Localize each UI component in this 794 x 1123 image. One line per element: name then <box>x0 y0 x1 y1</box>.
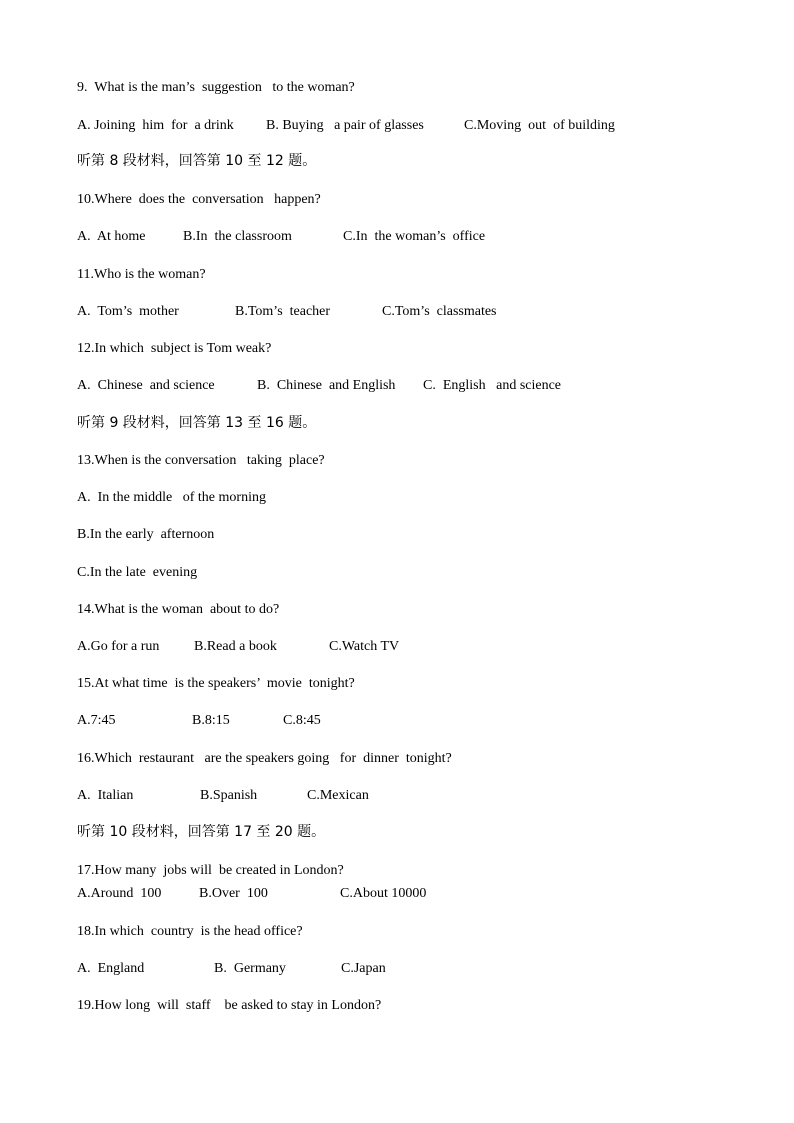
question-9: 9. What is the man’s suggestion to the woman? <box>77 80 355 95</box>
question-13-option-b: B.In the early afternoon <box>77 527 215 542</box>
question-14-option-c: C.Watch TV <box>329 639 400 654</box>
question-10-option-c: C.In the woman’s office <box>343 229 486 244</box>
question-18-option-c: C.Japan <box>341 961 386 976</box>
question-10-option-a: A. At home <box>77 229 146 244</box>
question-11-option-b: B.Tom’s teacher <box>235 304 331 319</box>
question-16-option-b: B.Spanish <box>200 788 258 803</box>
question-12-option-b: B. Chinese and English <box>257 378 396 393</box>
question-10-option-b: B.In the classroom <box>183 229 292 244</box>
question-19: 19.How long will staff be asked to stay in London? <box>77 998 382 1013</box>
question-14: 14.What is the woman about to do? <box>77 602 280 617</box>
question-11-option-c: C.Tom’s classmates <box>382 304 497 319</box>
question-11-option-a: A. Tom’s mother <box>77 304 179 319</box>
question-17-option-a: A.Around 100 <box>77 886 162 901</box>
question-13-option-a: A. In the middle of the morning <box>77 490 266 505</box>
question-14-option-b: B.Read a book <box>194 639 277 654</box>
section-heading-10: 听第 10 段材料，回答第 17 至 20 题。 <box>77 824 326 840</box>
question-9-option-c: C.Moving out of building <box>464 118 615 133</box>
section-heading-9: 听第 9 段材料，回答第 13 至 16 题。 <box>77 415 317 431</box>
question-18-option-b: B. Germany <box>214 961 286 976</box>
question-16-option-c: C.Mexican <box>307 788 369 803</box>
question-15: 15.At what time is the speakers’ movie tonight? <box>77 676 355 691</box>
question-12-option-c: C. English and science <box>423 378 562 393</box>
question-15-option-c: C.8:45 <box>283 713 321 728</box>
question-9-option-b: B. Buying a pair of glasses <box>266 118 424 133</box>
question-17-option-b: B.Over 100 <box>199 886 268 901</box>
question-12-option-a: A. Chinese and science <box>77 378 215 393</box>
question-16-option-a: A. Italian <box>77 788 134 803</box>
question-13: 13.When is the conversation taking place? <box>77 453 325 468</box>
question-11: 11.Who is the woman? <box>77 267 206 282</box>
question-12: 12.In which subject is Tom weak? <box>77 341 272 356</box>
question-18-option-a: A. England <box>77 961 145 976</box>
question-13-option-c: C.In the late evening <box>77 565 198 580</box>
question-15-option-b: B.8:15 <box>192 713 230 728</box>
question-17: 17.How many jobs will be created in London? <box>77 863 344 878</box>
question-17-option-c: C.About 10000 <box>340 886 427 901</box>
section-heading-8: 听第 8 段材料，回答第 10 至 12 题。 <box>77 153 317 169</box>
question-14-option-a: A.Go for a run <box>77 639 160 654</box>
question-9-option-a: A. Joining him for a drink <box>77 118 234 133</box>
question-10: 10.Where does the conversation happen? <box>77 192 321 207</box>
question-16: 16.Which restaurant are the speakers going for dinner tonight? <box>77 751 452 766</box>
question-18: 18.In which country is the head office? <box>77 924 303 939</box>
question-15-option-a: A.7:45 <box>77 713 116 728</box>
